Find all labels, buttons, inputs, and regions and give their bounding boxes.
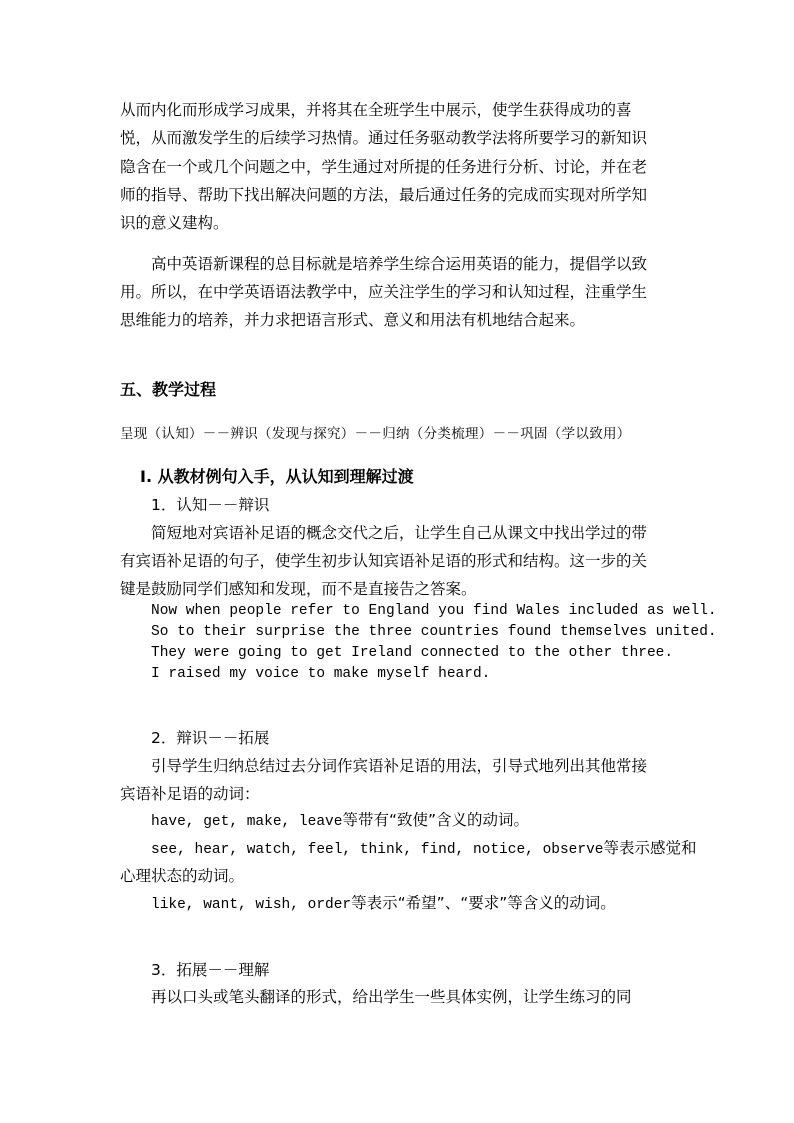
paragraph-line: 有宾语补足语的句子，使学生初步认知宾语补足语的形式和结构。这一步的关	[120, 552, 648, 570]
section-heading: 五、教学过程	[120, 380, 217, 399]
paragraph-line: 键是鼓励同学们感知和发现，而不是直接告之答案。	[120, 580, 477, 598]
paragraph-line: 从而内化而形成学习成果，并将其在全班学生中展示，使学生获得成功的喜	[120, 101, 632, 119]
example-sentence: So to their surprise the three countries found themselves united.	[151, 624, 717, 640]
process-flow: 呈现（认知）－－辨识（发现与探究）－－归纳（分类梳理）－－巩固（学以致用）	[120, 426, 631, 442]
example-sentence: They were going to get Ireland connected to the other three.	[151, 645, 674, 661]
verb-list-chinese: 等表示感觉和	[603, 839, 697, 857]
verb-list-chinese: 等表示“希望”、“要求”等含义的动词。	[351, 894, 616, 912]
verb-list-line	[151, 808, 529, 834]
step-heading: 1．认知－－辩识	[151, 496, 270, 514]
paragraph-line: 师的指导、帮助下找出解决问题的方法，最后通过任务的完成而实现对所学知	[120, 186, 648, 204]
paragraph-line: 引导学生归纳总结过去分词作宾语补足语的用法，引导式地列出其他常接	[151, 757, 648, 775]
paragraph-line: 心理状态的动词。	[120, 867, 245, 885]
subsection-heading: Ⅰ. 从教材例句入手，从认知到理解过渡	[140, 467, 414, 486]
paragraph-line: 隐含在一个或几个问题之中，学生通过对所提的任务进行分析、讨论，并在老	[120, 158, 648, 176]
step-heading: 2．辩识－－拓展	[151, 729, 270, 747]
paragraph-line: 简短地对宾语补足语的概念交代之后，让学生自己从课文中找出学过的带	[151, 524, 648, 542]
verb-list-chinese: 等带有“致使”含义的动词。	[342, 811, 529, 829]
verb-list-line	[151, 891, 616, 917]
example-sentence: I raised my voice to make myself heard.	[151, 666, 491, 682]
paragraph-line: 高中英语新课程的总目标就是培养学生综合运用英语的能力，提倡学以致	[151, 255, 648, 273]
paragraph-line: 宾语补足语的动词：	[120, 785, 260, 803]
paragraph-line: 悦，从而激发学生的后续学习热情。通过任务驱动教学法将所要学习的新知识	[120, 129, 648, 147]
paragraph-line: 思维能力的培养，并力求把语言形式、意义和用法有机地结合起来。	[120, 311, 586, 329]
paragraph-line: 用。所以，在中学英语语法教学中，应关注学生的学习和认知过程，注重学生	[120, 283, 648, 301]
verb-list-english: see, hear, watch, feel, think, find, notice, observe	[151, 842, 604, 858]
example-sentence: Now when people refer to England you find Wales included as well.	[151, 603, 717, 619]
verb-list-english: like, want, wish, order	[151, 897, 352, 913]
paragraph-line: 识的意义建构。	[120, 214, 229, 232]
verb-list-line	[151, 836, 697, 862]
step-heading: 3．拓展－－理解	[151, 961, 270, 979]
paragraph-line: 再以口头或笔头翻译的形式，给出学生一些具体实例，让学生练习的同	[151, 988, 632, 1006]
verb-list-english: have, get, make, leave	[151, 814, 343, 830]
